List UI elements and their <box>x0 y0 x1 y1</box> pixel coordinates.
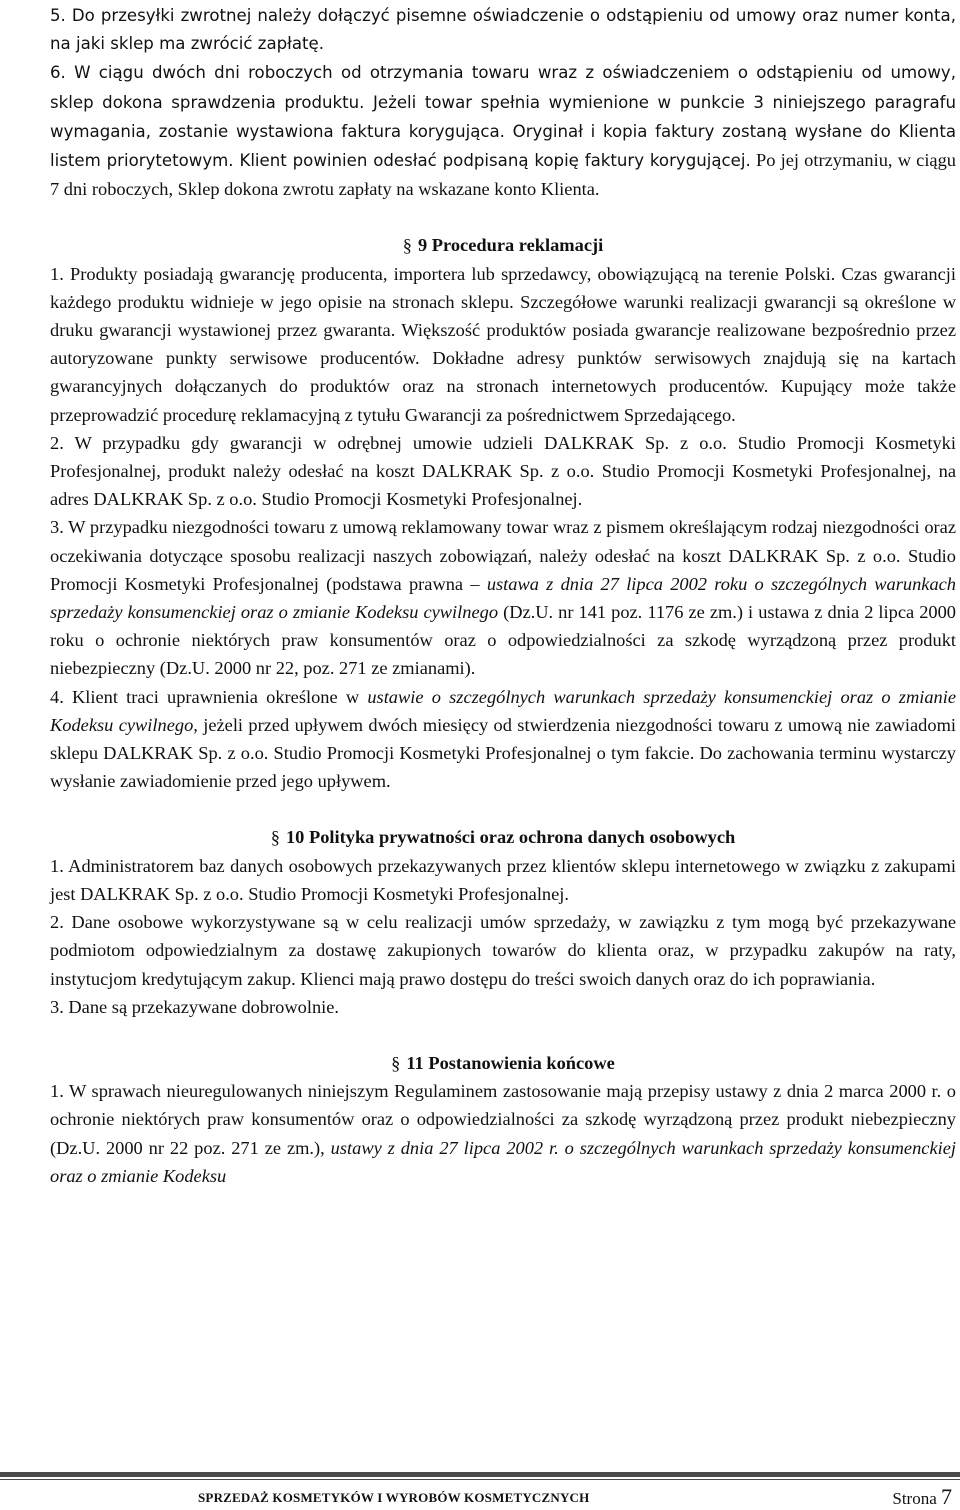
text-span: Po jej otrzymaniu, w ciągu 7 dni roboczych, Sklep dokona zwrotu zapłaty na wskazane konto Klienta. <box>50 150 956 200</box>
paragraph-9-3 <box>50 513 956 682</box>
text-span: Jeżeli towar spełnia wymienione w punkcie 3 niniejszego paragrafu wymagania, zostanie wystawiona faktura korygująca. Oryginał i kopia faktury zostaną wysłane do Klienta listem priorytetowym. Klient powinien odesłać podpisaną kopię faktury korygującej. <box>50 92 956 171</box>
footer-title: SPRZEDAŻ KOSMETYKÓW I WYROBÓW KOSMETYCZNYCH <box>198 1490 590 1505</box>
section-heading-10 <box>50 823 956 851</box>
page-number-value: 7 <box>941 1484 952 1509</box>
section-heading-11 <box>50 1049 956 1077</box>
section-mark: § <box>270 827 280 848</box>
section-title: 10 Polityka prywatności oraz ochrona danych osobowych <box>285 827 736 848</box>
paragraph-10-1: 1. Administratorem baz danych osobowych przekazywanych przez klientów sklepu internetowego w związku z zakupami jest DALKRAK Sp. z o.o. Studio Promocji Kosmetyki Profesjonalnej. <box>50 855 956 904</box>
paragraph-9-4 <box>50 683 956 796</box>
paragraph-10-3: 3. Dane są przekazywane dobrowolnie. <box>50 996 340 1017</box>
text-span: 6. W ciągu dwóch dni roboczych od otrzymania towaru wraz z oświadczeniem o odstąpieniu od umowy, sklep dokona sprawdzenia produktu. <box>50 63 956 112</box>
section-heading-9 <box>50 231 956 259</box>
text-span: 3. W przypadku niezgodności towaru z umową reklamowany towar wraz z pismem określającym rodzaj niezgodności oraz oczekiwania dotyczące sposobu realizacji naszych zobowiązań, należy odesłać na koszt DALKRAK Sp. z o.o. Studio Promocji Kosmetyki Profesjonalnej (podstawa prawna – <box>50 517 956 594</box>
paragraph-verification <box>50 58 956 203</box>
paragraph-return-statement: 5. Do przesyłki zwrotnej należy dołączyć pisemne oświadczenie o odstąpieniu od umowy oraz numer konta, na jaki sklep ma zwrócić zapłatę. <box>50 6 956 54</box>
section-title: 9 Procedura reklamacji <box>417 235 604 256</box>
text-span: (Dz.U. nr 141 poz. 1176 ze zm.) i ustawa z dnia 2 lipca 2000 roku o ochronie niektórych praw konsumentów oraz o odpowiedzialności za szkodę wyrządzoną przez produkt niebezpieczny (Dz.U. 2000 nr 22, poz. 271 ze zmianami). <box>50 602 956 679</box>
page-number <box>892 1484 952 1510</box>
section-title: 11 Postanowienia końcowe <box>406 1052 615 1073</box>
footer-divider <box>0 1472 960 1480</box>
text-span: 1. W sprawach nieuregulowanych niniejszym Regulaminem zastosowanie mają przepisy ustawy z dnia 2 marca 2000 r. o ochronie niektórych praw konsumentów oraz o odpowiedzialności za szkodę wyrządzoną przez produkt niebezpieczny (Dz.U. 2000 nr 22 poz. 271 ze zm.), <box>50 1081 956 1158</box>
paragraph-11-1 <box>50 1077 956 1190</box>
italic-span: ustawie o szczególnych warunkach sprzedaży konsumenckiej oraz o zmianie Kodeksu cywilnego, <box>50 686 957 735</box>
paragraph-9-2: 2. W przypadku gdy gwarancji w odrębnej umowie udzieli DALKRAK Sp. z o.o. Studio Promocji Kosmetyki Profesjonalnej, produkt należy odesłać na koszt DALKRAK Sp. z o.o. Studio Promocji Kosmetyki Profesjonalnej, na adres DALKRAK Sp. z o.o. Studio Promocji Kosmetyki Profesjonalnej. <box>50 432 956 510</box>
text-span: 4. Klient traci uprawnienia określone w <box>50 686 368 707</box>
section-mark: § <box>391 1052 401 1073</box>
italic-span: ustawy z dnia 27 lipca 2002 r. o szczególnych warunkach sprzedaży konsumenckiej oraz o zmianie Kodeksu <box>50 1137 956 1186</box>
page-label: Strona <box>892 1489 937 1508</box>
document-page <box>50 2 956 1190</box>
section-mark: § <box>402 235 412 256</box>
paragraph-9-1: 1. Produkty posiadają gwarancję producenta, importera lub sprzedawcy, obowiązującą na terenie Polski. Czas gwarancji każdego produktu widnieje w jego opisie na stronach sklepu. Szczegółowe warunki realizacji gwarancji są określone w druku gwarancji wystawionej przez gwaranta. Większość produktów posiada gwarancje realizowane bezpośrednio przez autoryzowane punkty serwisowe producentów. Dokładne adresy punktów serwisowych znajdują się na kartach gwarancyjnych dołączanych do produktów oraz na stronach internetowych producentów. Kupujący może także przeprowadzić procedurę reklamacyjną z tytułu Gwarancji za pośrednictwem Sprzedającego. <box>50 263 956 425</box>
paragraph-10-2: 2. Dane osobowe wykorzystywane są w celu realizacji umów sprzedaży, w zawiązku z tym mogą być przekazywane podmiotom odpowiedzialnym za dostawę zakupionych towarów do klienta oraz, w przypadku zakupów na raty, instytucjom kredytującym zakup. Klienci mają prawo dostępu do treści swoich danych oraz do ich poprawiania. <box>50 912 956 989</box>
italic-span: ustawa z dnia 27 lipca 2002 roku o szczególnych warunkach sprzedaży konsumenckiej oraz o zmianie Kodeksu cywilnego <box>50 573 956 623</box>
text-span: jeżeli przed upływem dwóch miesięcy od stwierdzenia niezgodności towaru z umową nie zawiadomi sklepu DALKRAK Sp. z o.o. Studio Promocji Kosmetyki Profesjonalnej o tym fakcie. Do zachowania terminu wystarczy wysłanie zawiadomienie przed jego upływem. <box>50 714 956 792</box>
